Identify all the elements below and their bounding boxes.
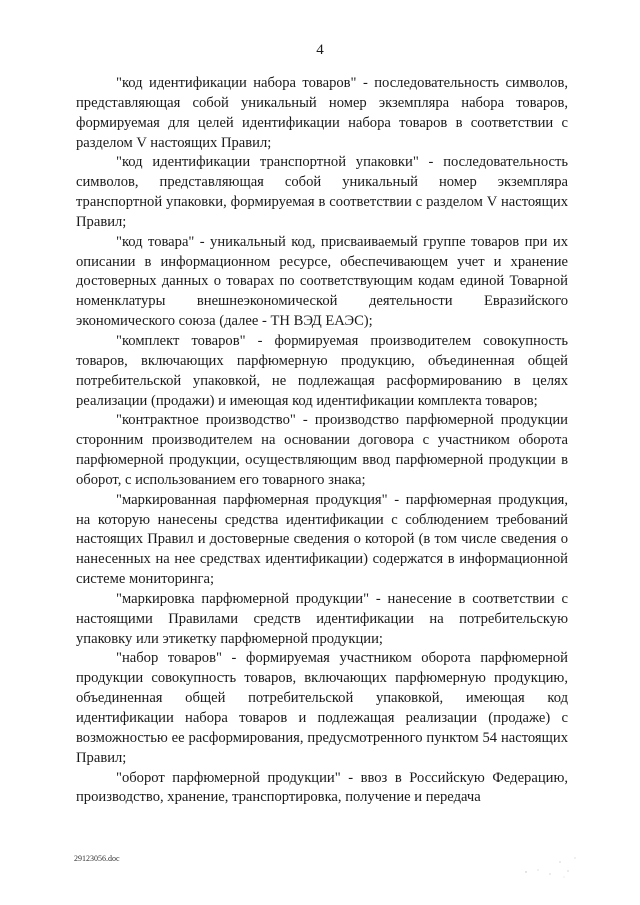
definition-paragraph: "набор товаров" - формируемая участником оборота парфюмерной продукции совокупность товаров, включающих парфюмерную продукцию, объединенная общей потребительской упаковкой, имеющая код идентификации набора товаров и подлежащая реализации (продаже) с возможностью ее расформирования, предусмотренного пунктом 54 настоящих Правил; [76,650,568,766]
page-number: 4 [316,42,324,58]
definition-paragraph: "маркировка парфюмерной продукции" - нанесение в соответствии с настоящими Правилами средств идентификации на потребительскую упаковку или этикетку парфюмерной продукции; [76,590,568,647]
scan-noise [520,850,580,880]
definition-paragraph: "код идентификации набора товаров" - последовательность символов, представляющая собой уникальный номер экземпляра набора товаров, формируемая для целей идентификации набора товаров в соответствии с разделом V настоящих Правил; [76,75,568,151]
document-body [76,74,568,808]
definition-paragraph: "оборот парфюмерной продукции" - ввоз в Российскую Федерацию, производство, хранение, транспортировка, получение и передача [76,769,568,806]
footer-document-id: 29123056.doc [74,854,120,863]
definition-paragraph: "контрактное производство" - производство парфюмерной продукции сторонним производителем на основании договора с участником оборота парфюмерной продукции, осуществляющим ввод парфюмерной продукции в оборот, с использованием его товарного знака; [76,412,568,488]
definition-paragraph: "код идентификации транспортной упаковки" - последовательность символов, представляющая собой уникальный номер экземпляра транспортной упаковки, формируемая в соответствии с разделом V настоящих Правил; [76,154,568,230]
definition-paragraph: "маркированная парфюмерная продукция" - парфюмерная продукция, на которую нанесены средства идентификации с соблюдением требований настоящих Правил и достоверные сведения о которой (в том числе сведения о нанесенных на нее средствах идентификации) содержатся в информационной системе мониторинга; [76,491,568,588]
definition-paragraph: "комплект товаров" - формируемая производителем совокупность товаров, включающих парфюмерную продукцию, объединенная общей потребительской упаковкой, не подлежащая расформированию в целях реализации (продажи) и имеющая код идентификации комплекта товаров; [76,332,568,409]
definition-paragraph: "код товара" - уникальный код, присваиваемый группе товаров при их описании в информационном ресурсе, обеспечивающем учет и хранение достоверных данных о товарах по соответствующим кодам единой Товарной номенклатуры внешнеэкономической деятельности Евразийского экономического союза (далее - ТН ВЭД ЕАЭС); [76,233,568,330]
